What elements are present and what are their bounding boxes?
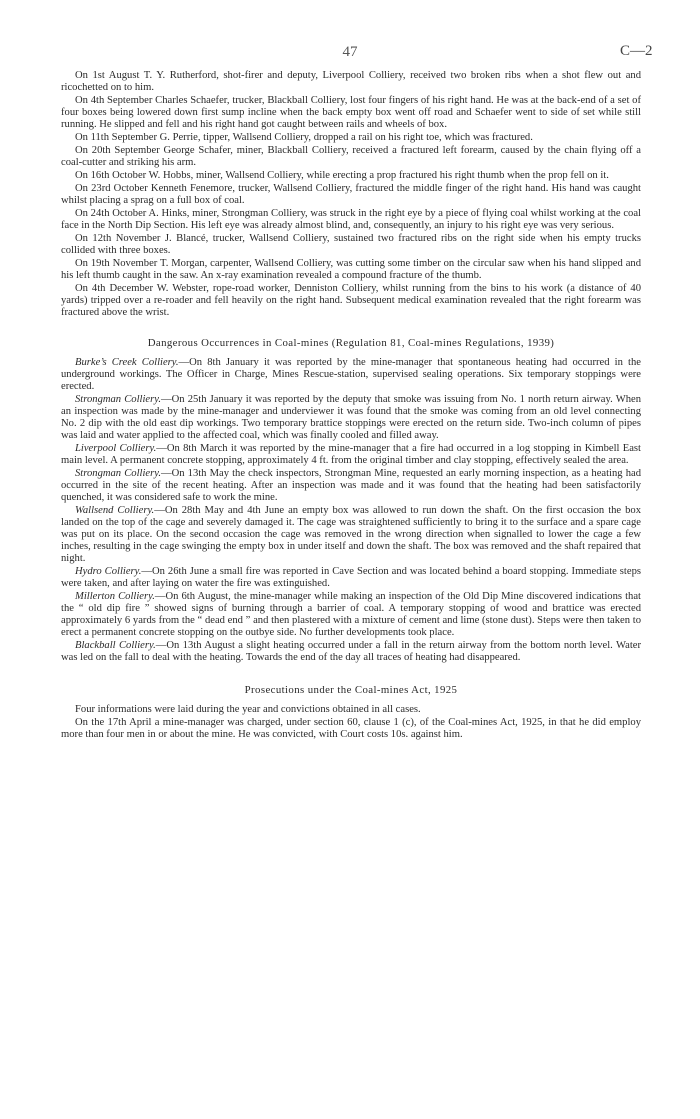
occurrence-paragraph [61, 566, 641, 590]
accident-paragraph: On 4th December W. Webster, rope-road worker, Denniston Colliery, whilst running from the bins to his work (a distance of 40 yards) tripped over a re-roader and fell heavily on the right hand. Subsequent medical examination revealed that the right forearm was fractured above the wrist. [61, 283, 641, 318]
colliery-name: Millerton Colliery. [75, 591, 155, 602]
occurrence-text: —On 13th May the check inspectors, Strongman Mine, requested an early morning inspection, as a heating had occurred in the site of the recent heating. After an inspection was made and it was found that the heating had been satisfactorily quenched, it was considered safe to work the mine. [61, 468, 641, 503]
accident-paragraph: On 24th October A. Hinks, miner, Strongman Colliery, was struck in the right eye by a piece of flying coal whilst working at the coal face in the North Dip Section. His left eye was already almost blind, and, consequently, an injury to his right eye was very serious. [61, 208, 641, 231]
accidents-section [61, 70, 641, 319]
accident-paragraph: On 12th November J. Blancé, trucker, Wallsend Colliery, sustained two fractured ribs on the right side when his empty trucks collided with three boxes. [61, 233, 641, 256]
accident-paragraph: On 20th September George Schafer, miner, Blackball Colliery, received a fractured left forearm, caused by the chain flying off a coal-cutter and striking his arm. [61, 145, 641, 168]
occurrence-text: —On 26th June a small fire was reported in Cave Section and was located behind a board stopping. Immediate steps were taken, and after laying on water the fire was extinguished. [61, 566, 641, 589]
occurrence-text: —On 6th August, the mine-manager while making an inspection of the Old Dip Mine discovered indications that the “ old dip fire ” showed signs of burning through a barrier of coal. A temporary stopping of wood and brattice was erected approximately 6 yards from the “ dead end ” and then plastered with a mixture of cement and lime (stone dust). Steps were then taken to erect a permanent concrete stopping on the outbye side. No further developments took place. [61, 591, 641, 638]
occurrence-paragraph [61, 357, 641, 393]
occurrence-paragraph [61, 468, 641, 504]
occurrence-text: —On 8th March it was reported by the mine-manager that a fire had occurred in a log stopping in Kimbell East main level. A permanent concrete stopping, approximately 4 ft. from the original timber and clay stopping, effectively sealed the area. [61, 443, 641, 466]
occurrence-paragraph [61, 505, 641, 565]
colliery-name: Wallsend Colliery. [75, 505, 155, 516]
accident-paragraph: On 11th September G. Perrie, tipper, Wallsend Colliery, dropped a rail on his right toe, which was fractured. [75, 132, 533, 143]
colliery-name: Strongman Colliery. [75, 394, 162, 405]
accident-paragraph: On 4th September Charles Schaefer, trucker, Blackball Colliery, lost four fingers of his right hand. He was at the back-end of a set of four boxes being lowered down first sump incline when the back empty box went off road and Schaefer went to side of set while still running. He slipped and fell and his right hand got caught between rails and wheels of box. [61, 95, 641, 130]
colliery-name: Blackball Colliery. [75, 640, 156, 651]
colliery-name: Burke’s Creek Colliery. [75, 357, 179, 368]
page-number: 47 [342, 44, 358, 60]
occurrence-text: —On 28th May and 4th June an empty box was allowed to run down the shaft. On the first occasion the box landed on the top of the cage and severely damaged it. The cage was straightened sufficiently to bring it to the surface and a spare cage was put on its place. On the second occasion the cage was removed in the wrong direction when signalled to lower the cage a few inches, resulting in the cage swinging the empty box in under itself and down the shaft. The box was removed and the shaft repaired that night. [61, 505, 641, 564]
prosecution-paragraph: Four informations were laid during the year and convictions obtained in all cases. [75, 704, 421, 715]
occurrence-text: —On 13th August a slight heating occurred under a fall in the return airway from the bottom north level. Water was led on the fall to deal with the heating. Towards the end of the day all traces of heating had disappeared. [61, 640, 642, 663]
document-body [61, 70, 641, 742]
occurrence-paragraph [61, 443, 641, 467]
occurrence-text: —On 8th January it was reported by the mine-manager that spontaneous heating had occurred in the underground workings. The Officer in Charge, Mines Rescue-station, supervised sealing operations. Six temporary stoppings were erected. [61, 357, 641, 392]
colliery-name: Hydro Colliery. [75, 566, 142, 577]
colliery-name: Liverpool Colliery. [75, 443, 157, 454]
dangerous-occurrences-heading: Dangerous Occurrences in Coal-mines (Regulation 81, Coal-mines Regulations, 1939) [147, 337, 555, 349]
prosecutions-section [61, 704, 641, 741]
occurrences-section [61, 357, 641, 664]
prosecutions-heading: Prosecutions under the Coal-mines Act, 1925 [244, 684, 458, 696]
accident-paragraph: On 1st August T. Y. Rutherford, shot-firer and deputy, Liverpool Colliery, received two broken ribs when a shot flew out and ricochetted on to him. [61, 70, 641, 93]
occurrence-paragraph [61, 394, 641, 442]
prosecution-paragraph: On the 17th April a mine-manager was charged, under section 60, clause 1 (c), of the Coal-mines Act, 1925, in that he did employ more than four men in or about the mine. He was convicted, with Court costs 10s. against him. [61, 717, 641, 740]
section-code: C—2 [620, 43, 653, 59]
accident-paragraph: On 19th November T. Morgan, carpenter, Wallsend Colliery, was cutting some timber on the circular saw when his hand slipped and his left thumb caught in the saw. An x-ray examination revealed a compound fracture of the thumb. [61, 258, 641, 281]
occurrence-text: —On 25th January it was reported by the deputy that smoke was issuing from No. 1 north return airway. When an inspection was made by the mine-manager and underviewer it was found that the smoke was coming from an old level connecting No. 2 dip with the old east dip workings. Two temporary brattice stoppings were erected on the return side. Two-inch column of pipes was laid and water applied to the affected coal, which was finally cooled and filled away. [61, 394, 641, 441]
accident-paragraph: On 23rd October Kenneth Fenemore, trucker, Wallsend Colliery, fractured the middle finger of the right hand. His hand was caught whilst placing a sprag on a full box of coal. [61, 183, 641, 206]
accident-paragraph: On 16th October W. Hobbs, miner, Wallsend Colliery, while erecting a prop fractured his right thumb when the prop fell on it. [75, 170, 609, 181]
occurrence-paragraph [61, 640, 641, 664]
colliery-name: Strongman Colliery. [75, 468, 161, 479]
occurrence-paragraph [61, 591, 641, 639]
